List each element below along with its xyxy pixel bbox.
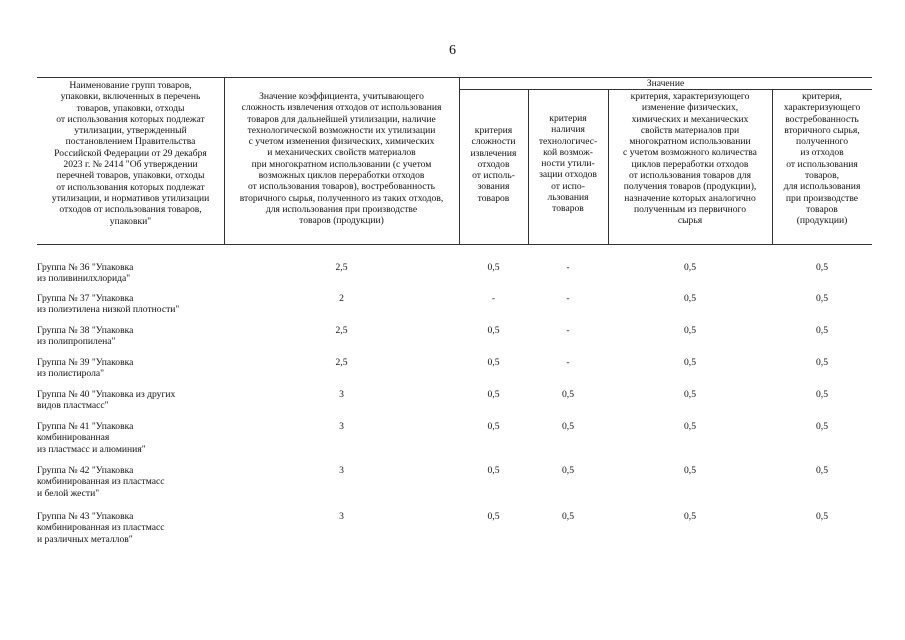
header-criterion-technology: критерия наличия технологичес- кой возмож- ности утили- зации отходов от испо- льзования товаров [538,113,598,215]
row-criterion-4: 0,5 [816,325,828,336]
row-criterion-1: - [491,293,496,304]
row-coefficient: 3 [339,465,344,476]
row-coefficient: 2,5 [335,262,348,273]
row-group-name: Группа № 38 "Упаковка из полипропилена" [37,325,134,348]
row-criterion-3: 0,5 [684,262,696,273]
row-criterion-2: 0,5 [562,389,574,400]
header-criterion-extraction: критерия сложности извлечения отходов от исполь- зования товаров [470,125,517,204]
header-group-name: Наименование групп товаров, упаковки, включенных в перечень товаров, упаковки, отходы от использования которых подлежат утилизации, утвержденный постановлением Правительства Российской Федерации от 29 декабря 2023 г. № 2414 "Об утверждении перечней товаров, упаковки, отходы от использования которых подлежат утилизации, и нормативов утилизации отходов от использования товаров, упаковки" [51,80,210,227]
row-criterion-3: 0,5 [684,389,696,400]
row-coefficient: 3 [339,421,344,432]
row-criterion-4: 0,5 [816,389,828,400]
row-criterion-4: 0,5 [816,421,828,432]
row-group-name: Группа № 41 "Упаковка комбинированная из пластмасс и алюминия" [37,421,146,455]
header-bottom-rule [37,244,872,245]
row-criterion-3: 0,5 [684,465,696,476]
row-criterion-4: 0,5 [816,293,828,304]
header-value: Значение [646,78,685,89]
row-coefficient: 3 [339,511,344,522]
row-criterion-2: 0,5 [562,421,574,432]
row-criterion-4: 0,5 [816,262,828,273]
row-group-name: Группа № 37 "Упаковка из полиэтилена низкой плотности" [37,293,180,316]
row-group-name: Группа № 42 "Упаковка комбинированная из пластмасс и белой жести" [37,465,165,499]
header-coefficient: Значение коэффициента, учитывающего сложность извлечения отходов от использования товаров для дальнейшей утилизации, наличие технологической возможности их утилизации с учетом изменения физических, химических и механических свойств материалов при многократном использовании (с учетом возможных циклов переработки отходов от использования товаров), востребованность вторичного сырья, полученного из таких отходов, для использования при производстве товаров (продукции) [239,91,444,227]
row-group-name: Группа № 36 "Упаковка из поливинилхлорида" [37,262,134,285]
row-group-name: Группа № 39 "Упаковка из полистирола" [37,357,134,380]
row-criterion-1: 0,5 [487,465,500,476]
row-criterion-2: - [566,325,570,336]
row-criterion-1: 0,5 [487,389,500,400]
row-coefficient: 2 [339,293,344,304]
row-criterion-3: 0,5 [684,421,696,432]
row-criterion-2: - [566,357,570,368]
row-criterion-3: 0,5 [684,357,696,368]
row-criterion-1: 0,5 [487,511,500,522]
row-coefficient: 3 [339,389,344,400]
row-criterion-2: - [566,262,570,273]
row-criterion-4: 0,5 [816,357,828,368]
row-criterion-4: 0,5 [816,465,828,476]
row-criterion-1: 0,5 [487,421,500,432]
row-criterion-1: 0,5 [487,357,500,368]
row-criterion-2: 0,5 [562,511,574,522]
row-criterion-1: 0,5 [487,325,500,336]
row-coefficient: 2,5 [335,357,348,368]
row-group-name: Группа № 40 "Упаковка из других видов пластмасс" [37,389,176,412]
page-number: 6 [449,43,456,58]
row-coefficient: 2,5 [335,325,348,336]
row-group-name: Группа № 43 "Упаковка комбинированная из пластмасс и различных металлов" [37,511,165,545]
row-criterion-1: 0,5 [487,262,500,273]
row-criterion-3: 0,5 [684,293,696,304]
header-criterion-demand: критерия, характеризующего востребованность вторичного сырья, полученного из отходов от использования товаров, для использования при производстве товаров (продукции) [783,91,861,227]
row-criterion-3: 0,5 [684,325,696,336]
header-criterion-properties: критерия, характеризующего изменение физических, химических и механических свойств материалов при многократном использовании с учетом возможного количества циклов переработки отходов от использования товаров для получения товаров (продукции), назначение которых аналогично полученным из первичного сырья [623,91,757,227]
row-criterion-2: 0,5 [562,465,574,476]
row-criterion-3: 0,5 [684,511,696,522]
row-criterion-4: 0,5 [816,511,828,522]
row-criterion-2: - [566,293,570,304]
